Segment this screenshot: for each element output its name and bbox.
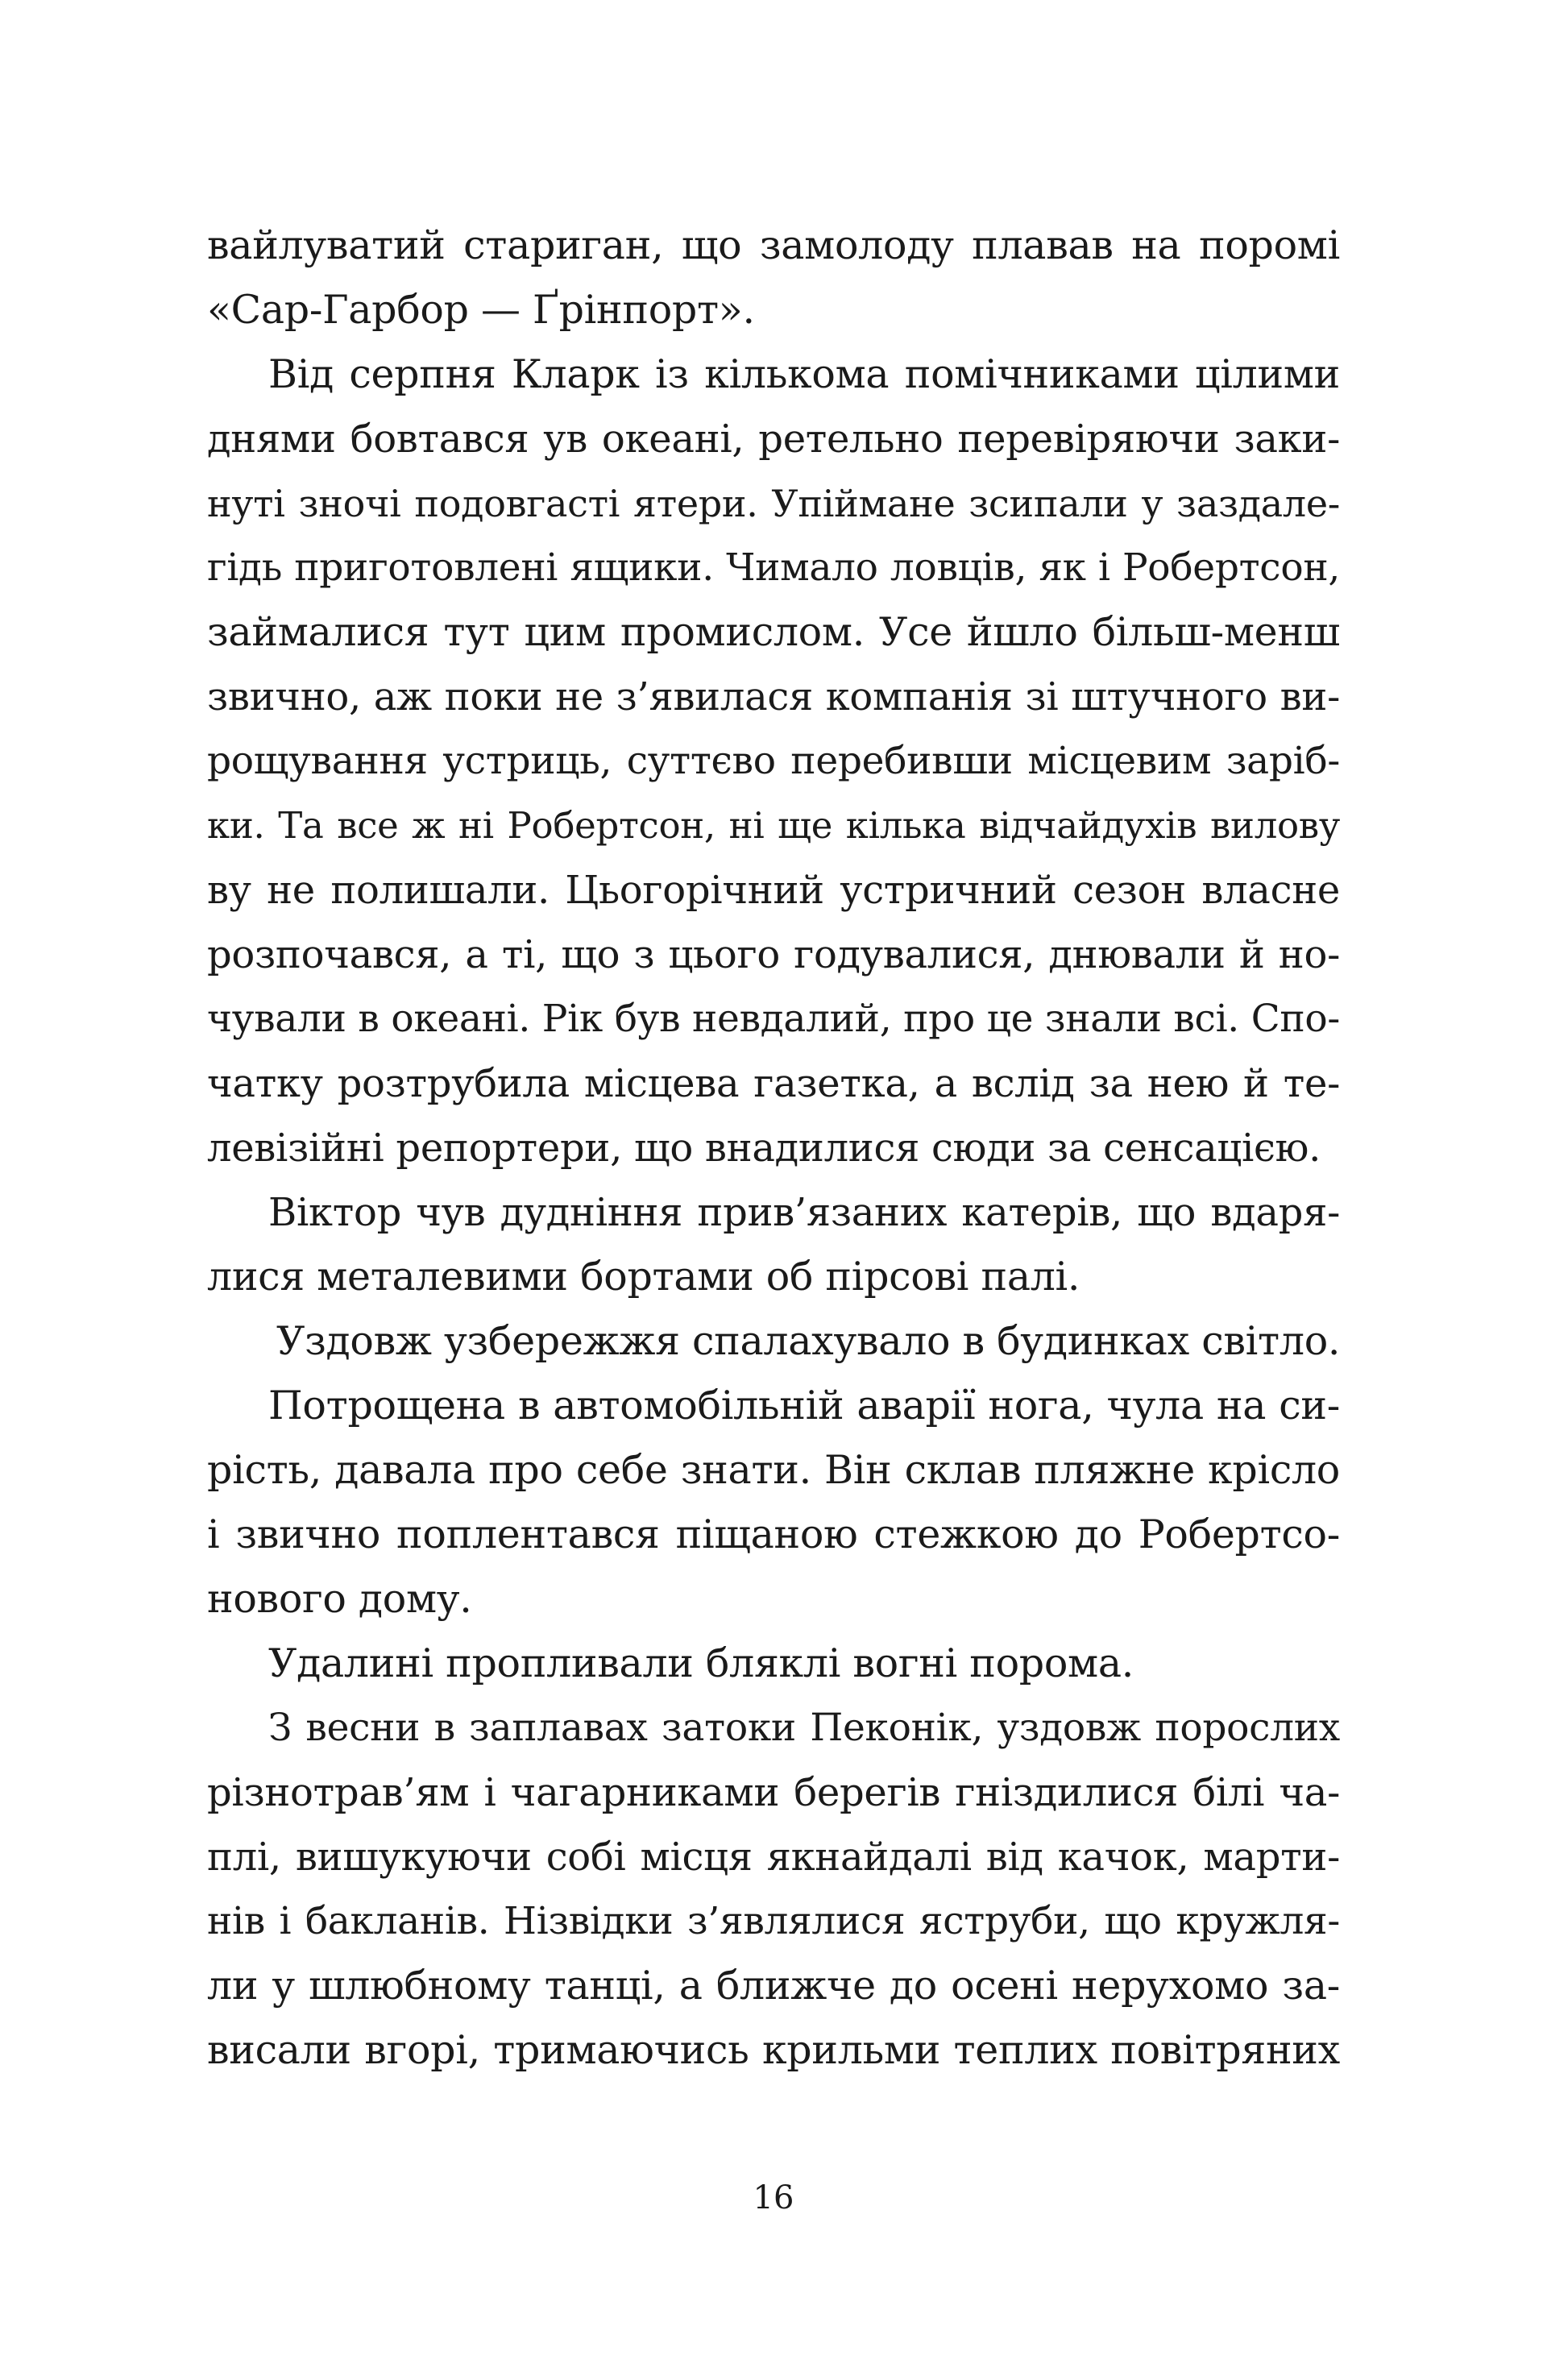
text-line: лися металевими бортами об пірсові палі. (207, 1254, 1080, 1300)
text-line: Віктор чув дудніння прив’язаних катерів, що вдаря- (268, 1190, 1340, 1235)
text-line: і звично поплентався піщаною стежкою до Робертсо- (207, 1511, 1340, 1557)
text-line: Від серпня Кларк із кількома помічниками цілими (268, 351, 1340, 397)
text-line: ки. Та все ж ні Робертсон, ні ще кілька відчайдухів вилову (207, 804, 1340, 847)
text-line: займалися тут цим промислом. Усе йшло більш-менш (207, 609, 1340, 655)
text-line: ву не полишали. Цьогорічний устричний сезон власне (207, 868, 1340, 913)
text-line: днями бовтався ув океані, ретельно перевіряючи заки- (207, 417, 1340, 462)
text-line: З весни в заплавах затоки Пеконік, уздовж порослих (268, 1706, 1340, 1750)
text-line: різнотрав’ям і чагарниками берегів гніздилися білі ча- (207, 1770, 1340, 1815)
text-line: Уздовж узбережжя спалахувало в будинках світло. (276, 1318, 1341, 1364)
text-line: ли у шлюбному танці, а ближче до осені нерухомо за- (207, 1963, 1340, 2009)
text-line: чатку розтрубила місцева газетка, а вслід за нею й те- (207, 1061, 1340, 1106)
text-line: розпочався, а ті, що з цього годувалися, днювали й но- (207, 932, 1340, 977)
text-line: левізійні репортери, що внадилися сюди за сенсацією. (207, 1126, 1321, 1171)
text-line: рощування устриць, суттєво перебивши місцевим заріб- (207, 739, 1340, 783)
page-number: 16 (753, 2179, 794, 2216)
text-line: Удалині пропливали бляклі вогні порома. (268, 1640, 1134, 1686)
text-line: «Сар-Гарбор — Ґрінпорт». (207, 287, 755, 333)
text-line: нового дому. (207, 1576, 472, 1622)
text-line: чували в океані. Рік був невдалий, про це знали всі. Спо- (207, 997, 1340, 1041)
text-line: Потрощена в автомобільній аварії нога, чула на си- (268, 1383, 1340, 1428)
text-line: гідь приготовлені ящики. Чимало ловців, як і Робертсон, (207, 545, 1340, 590)
text-line: плі, вишукуючи собі місця якнайдалі від качок, марти- (207, 1835, 1340, 1880)
text-line: вайлуватий стариган, що замолоду плавав на поромі (207, 222, 1340, 268)
text-line: висали вгорі, тримаючись крильми теплих повітряних (207, 2027, 1340, 2073)
text-line: нуті зночі подовгасті ятери. Упіймане зсипали у заздале- (207, 482, 1340, 525)
text-line: звично, аж поки не з’явилася компанія зі штучного ви- (207, 674, 1340, 719)
text-line: рість, давала про себе знати. Він склав пляжне крісло (207, 1447, 1340, 1493)
text-line: нів і бакланів. Нізвідки з’являлися яструби, що кружля- (207, 1899, 1340, 1943)
